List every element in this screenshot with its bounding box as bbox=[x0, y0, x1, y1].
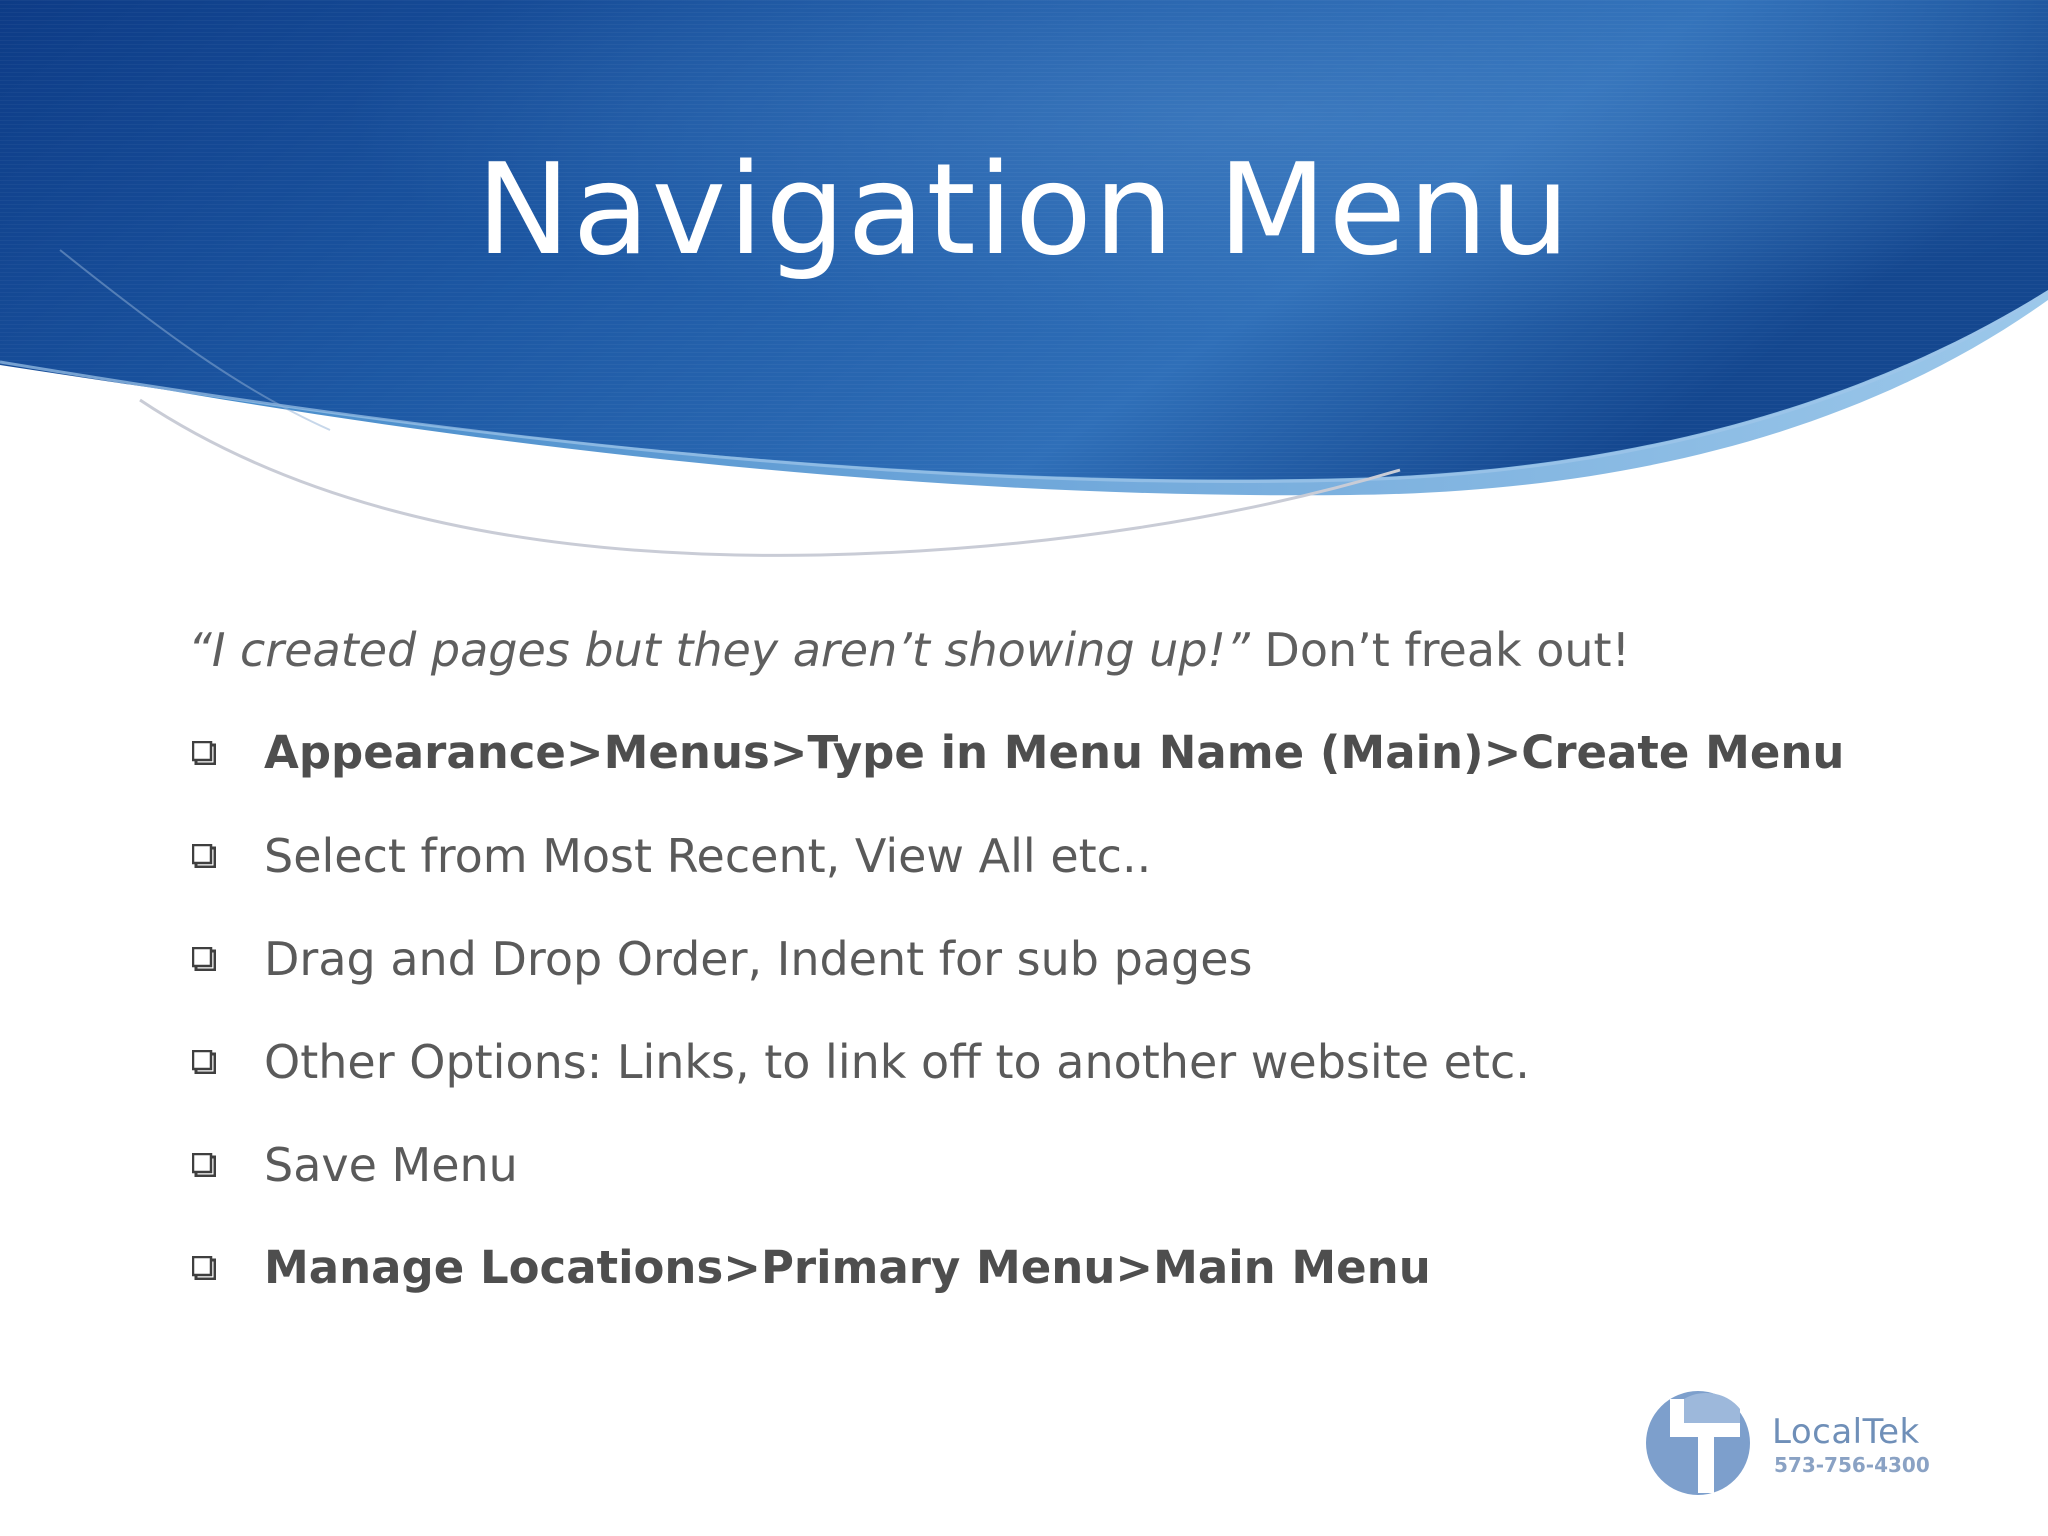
slide-title: Navigation Menu bbox=[476, 136, 1572, 283]
localtek-logo bbox=[1640, 1385, 1960, 1500]
bullet-text: Save Menu bbox=[264, 1138, 518, 1192]
bullet-text: Drag and Drop Order, Indent for sub pages bbox=[264, 932, 1253, 986]
intro-text: Don’t freak out! bbox=[1249, 623, 1631, 677]
checkbox-square-icon bbox=[192, 844, 216, 868]
logo-name: LocalTek bbox=[1772, 1412, 1920, 1452]
slide-body bbox=[188, 615, 1888, 1336]
bullet-item bbox=[188, 718, 1888, 788]
checkbox-square-icon bbox=[192, 1153, 216, 1177]
bullet-item bbox=[188, 924, 1888, 994]
checkbox-square-icon bbox=[192, 1256, 216, 1280]
checkbox-square-icon bbox=[192, 947, 216, 971]
intro-quote: “I created pages but they aren’t showing up!” bbox=[188, 623, 1250, 677]
logo-phone: 573-756-4300 bbox=[1774, 1453, 1930, 1477]
checkbox-square-icon bbox=[192, 1050, 216, 1074]
bullet-item bbox=[188, 1130, 1888, 1200]
bullet-item bbox=[188, 821, 1888, 891]
bullet-text: Other Options: Links, to link off to another website etc. bbox=[264, 1035, 1530, 1089]
bullet-text: Select from Most Recent, View All etc.. bbox=[264, 829, 1152, 883]
intro-line bbox=[188, 615, 1888, 685]
bullet-text: Manage Locations>Primary Menu>Main Menu bbox=[264, 1241, 1431, 1294]
bullet-item bbox=[188, 1027, 1888, 1097]
checkbox-square-icon bbox=[192, 741, 216, 765]
bullet-list bbox=[188, 718, 1888, 1303]
header-wave-banner bbox=[0, 0, 2048, 600]
bullet-item bbox=[188, 1233, 1888, 1303]
localtek-logo-mark bbox=[1640, 1385, 1760, 1500]
bullet-text: Appearance>Menus>Type in Menu Name (Main)>Create Menu bbox=[264, 726, 1845, 779]
